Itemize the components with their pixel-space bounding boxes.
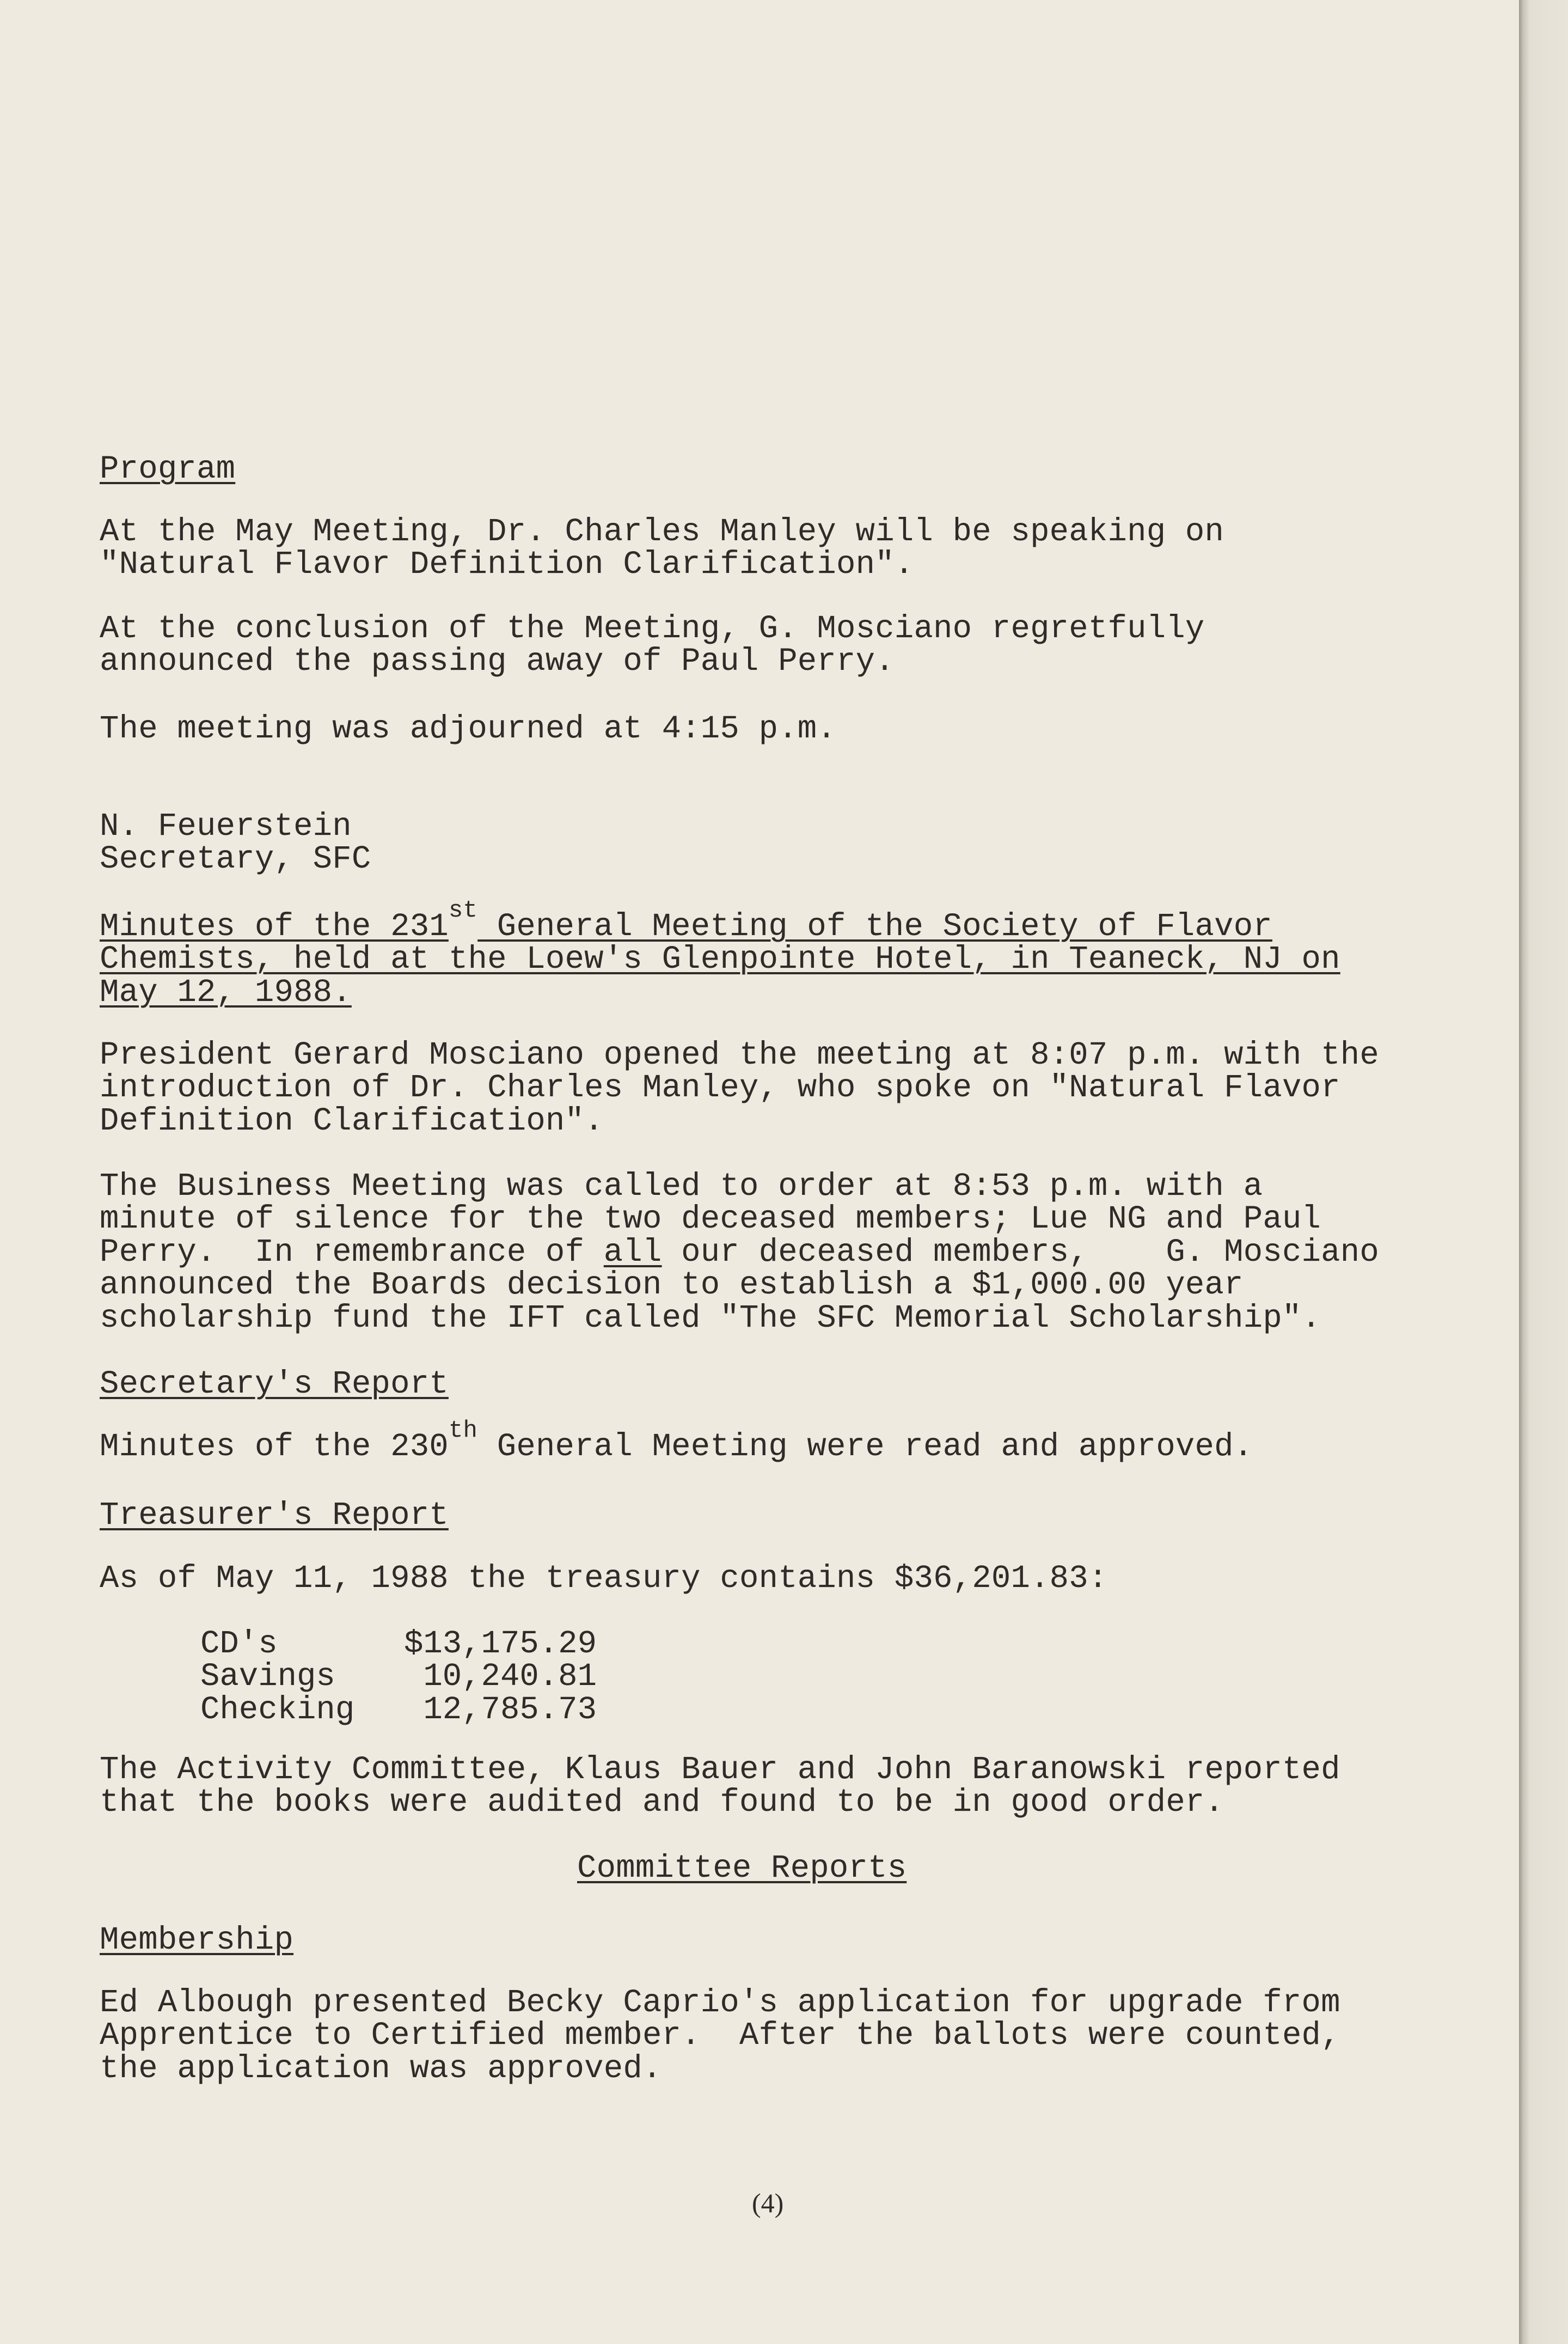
account-label: Savings — [200, 1658, 335, 1695]
minutes-title: Minutes of the 231st General Meeting of the Society of Flavor Chemists, held at the Loew's Glenpointe Hotel, in Teaneck, NJ on May 12, 1988. — [100, 897, 1340, 1011]
program-heading: Program — [100, 451, 236, 487]
secretary-report-heading: Secretary's Report — [100, 1366, 449, 1402]
account-label: Checking — [200, 1691, 355, 1728]
treasury-summary: As of May 11, 1988 the treasury contains $36,201.83: — [100, 1560, 1108, 1597]
account-row — [200, 1658, 603, 1695]
business-paragraph: The Business Meeting was called to order at 8:53 p.m. with a minute of silence for the two deceased members; Lue NG and Paul Perry. In remembrance of all our deceased members, G. Mosciano announced the Boards decision to establish a $1,000.00 year scholarship fund the IFT called "The SFC Memorial Scholarship". — [100, 1168, 1379, 1336]
adjourned-text: The meeting was adjourned at 4:15 p.m. — [100, 711, 837, 747]
page-binding-edge — [1519, 0, 1568, 2344]
program-paragraph-1: At the May Meeting, Dr. Charles Manley will be speaking on "Natural Flavor Definition Clarification". — [100, 514, 1224, 583]
secretary-signature: N. Feuerstein Secretary, SFC — [100, 808, 371, 878]
membership-paragraph: Ed Albough presented Becky Caprio's application for upgrade from Apprentice to Certified member. After the ballots were counted, the application was approved. — [100, 1985, 1340, 2087]
account-amount: $13,175.29 — [403, 1626, 597, 1662]
membership-heading: Membership — [100, 1922, 294, 1958]
secretary-report-text: Minutes of the 230th General Meeting were read and approved. — [100, 1417, 1253, 1465]
accounts-table — [200, 1628, 603, 1726]
program-paragraph-2: At the conclusion of the Meeting, G. Mosciano regretfully announced the passing away of Paul Perry. — [100, 611, 1205, 680]
audit-paragraph: The Activity Committee, Klaus Bauer and John Baranowski reported that the books were audited and found to be in good order. — [100, 1751, 1340, 1821]
account-label: CD's — [200, 1626, 278, 1662]
account-amount: 12,785.73 — [423, 1691, 597, 1728]
account-amount: 10,240.81 — [423, 1658, 597, 1695]
account-row — [200, 1691, 603, 1728]
treasurer-report-heading: Treasurer's Report — [100, 1497, 449, 1534]
page-number: (4) — [752, 2188, 784, 2218]
committee-reports-heading: Committee Reports — [577, 1850, 907, 1887]
president-paragraph: President Gerard Mosciano opened the meeting at 8:07 p.m. with the introduction of Dr. Charles Manley, who spoke on "Natural Flavor Definition Clarification". — [100, 1037, 1379, 1139]
account-row — [200, 1628, 603, 1661]
